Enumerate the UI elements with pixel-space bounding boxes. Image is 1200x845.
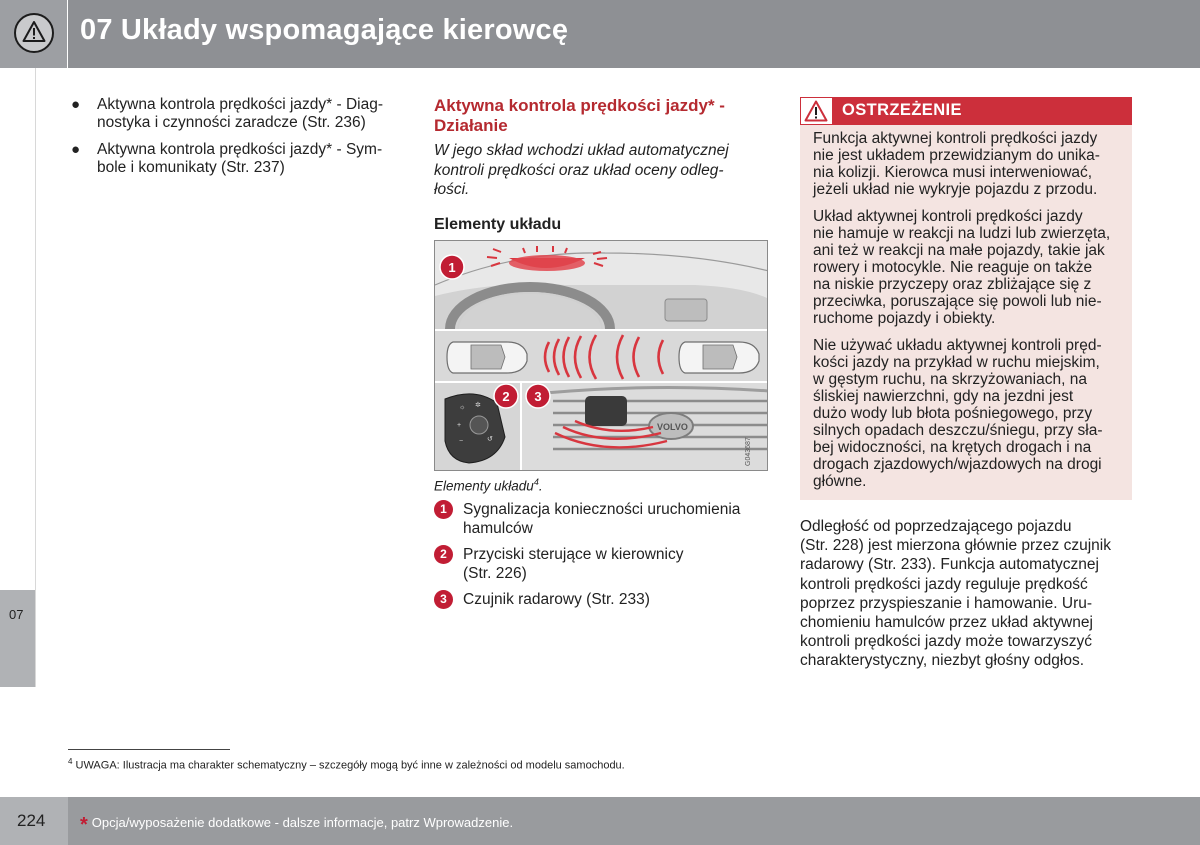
- intro-line: W jego skład wchodzi układ automatycznej: [434, 142, 729, 159]
- header-icon-box: [0, 0, 68, 68]
- side-divider: [35, 68, 36, 687]
- page-number-box: [0, 797, 68, 845]
- chapter-title: 07 Układy wspomagające kierowcę: [80, 14, 569, 46]
- callout-3: [526, 384, 550, 408]
- warning-box: [800, 97, 1132, 500]
- callout-2: [494, 384, 518, 408]
- section-title-line: Działanie: [434, 116, 508, 135]
- warning-paragraph: Funkcja aktywnej kontroli prędkości jazdy nie jest układem przewidzianym do unika- nia kolizji. Kierowca musi interweniować, jeżeli układ nie wykryje pojazdu z przodu.: [813, 130, 1100, 198]
- front-car: [679, 342, 759, 373]
- component-line: Sygnalizacja konieczności uruchomienia: [463, 501, 741, 518]
- footnote-text: UWAGA: Ilustracja ma charakter schematyczny – szczegóły mogą być inne w zależności od modelu samochodu.: [75, 759, 625, 772]
- rear-car: [447, 342, 527, 373]
- bullet-dot: ●: [71, 96, 81, 113]
- callout-1: [440, 255, 464, 279]
- section-title: [434, 96, 768, 136]
- page-footer: [0, 797, 1200, 845]
- component-line: Przyciski sterujące w kierownicy: [463, 546, 684, 563]
- caption-text: Elementy układu: [434, 478, 534, 493]
- number-badge: 2: [434, 545, 453, 564]
- subheading: Elementy układu: [434, 215, 562, 233]
- bullet-dot: ●: [71, 141, 81, 158]
- svg-text:VOLVO: VOLVO: [657, 421, 688, 432]
- warning-header: [800, 97, 1132, 125]
- chapter-side-tab: [0, 590, 35, 687]
- number-badge: 1: [434, 500, 453, 519]
- component-item: [434, 500, 768, 538]
- svg-text:3: 3: [534, 388, 542, 404]
- footer-note-text: Opcja/wyposażenie dodatkowe - dalsze informacje, patrz Wprowadzenie.: [91, 815, 514, 830]
- body-paragraph: Odległość od poprzedzającego pojazdu (Str. 228) jest mierzona głównie przez czujnik radarowy (Str. 233). Funkcja automatycznej kontroli prędkości jazdy reguluje prędkość poprzez przyspieszanie i hamowanie. Uru- chomieniu hamulców przez układ aktywnej kontroli prędkości jazdy może towarzyszyć charakterystyczny, niezbyt głośny odgłos.: [800, 518, 1111, 670]
- component-item[interactable]: [434, 545, 768, 583]
- related-link-symbols[interactable]: [68, 141, 403, 177]
- footnote-number: 4: [68, 757, 73, 766]
- page-header: [0, 0, 1200, 68]
- related-link-diagnostics[interactable]: [68, 96, 403, 132]
- bullet-line: Aktywna kontrola prędkości jazdy* - Diag-: [97, 96, 384, 113]
- component-line: (Str. 226): [463, 565, 527, 582]
- svg-text:+: +: [457, 421, 462, 429]
- footer-note: [80, 814, 513, 837]
- component-line: Czujnik radarowy (Str. 233): [463, 591, 650, 608]
- svg-text:↺: ↺: [487, 435, 493, 443]
- bullet-line: Aktywna kontrola prędkości jazdy* - Sym-: [97, 141, 383, 158]
- svg-text:2: 2: [502, 388, 510, 404]
- component-list: [434, 500, 768, 609]
- number-badge: 3: [434, 590, 453, 609]
- column-2: [434, 96, 768, 616]
- figure-code: G043687: [745, 436, 752, 466]
- warning-paragraph: Układ aktywnej kontroli prędkości jazdy nie hamuje w reakcji na ludzi lub zwierzęta, ani też w reakcji na małe pojazdy, takie jak rowery i motocykle. Nie reaguje on także na niskie przyczepy oraz zbliżające się z przeciwka, poruszające się powoli lub nie- ruchome pojazdy i obiekty.: [813, 208, 1111, 327]
- figure-caption: [434, 477, 768, 494]
- bullet-line: bole i komunikaty (Str. 237): [97, 159, 285, 176]
- component-line: hamulców: [463, 520, 533, 537]
- svg-text:−: −: [459, 437, 464, 445]
- caption-footnote-ref: 4: [533, 476, 539, 487]
- illustration-svg: [435, 241, 768, 471]
- component-item[interactable]: [434, 590, 768, 609]
- footnote: [68, 757, 625, 772]
- intro-line: kontroli prędkości oraz układ oceny odleg-: [434, 161, 724, 179]
- asterisk-icon: *: [80, 814, 88, 836]
- warning-icon: [800, 97, 833, 125]
- warning-body: [800, 125, 1132, 490]
- footnote-divider: [68, 749, 230, 750]
- svg-text:☼: ☼: [459, 403, 466, 411]
- svg-text:1: 1: [448, 259, 456, 275]
- chapter-tab-label: 07: [9, 607, 24, 622]
- section-title-line: Aktywna kontrola prędkości jazdy* -: [434, 96, 725, 115]
- system-components-illustration: [434, 240, 768, 471]
- warning-paragraph: Nie używać układu aktywnej kontroli pręd- kości jazdy na przykład w ruchu miejskim, w gęstym ruchu, na skrzyżowaniach, na śliskiej nawierzchni, gdy na jezdni jest dużo wody lub błota pośniegowego, przy silnych opadach deszczu/śniegu, przy sła- bej widoczności, na krętych drogach i na drogach zjazdowych/wjazdowych na drogi główne.: [813, 337, 1103, 490]
- bullet-line: nostyka i czynności zaradcze (Str. 236): [97, 114, 366, 131]
- warning-triangle-icon: [14, 13, 54, 53]
- svg-text:✲: ✲: [475, 401, 481, 409]
- caption-end: .: [538, 478, 543, 493]
- intro-line: łości.: [434, 181, 470, 198]
- page-number: 224: [17, 811, 46, 830]
- section-intro: [434, 141, 768, 200]
- column-1: [68, 96, 403, 186]
- warning-title: OSTRZEŻENIE: [842, 101, 962, 119]
